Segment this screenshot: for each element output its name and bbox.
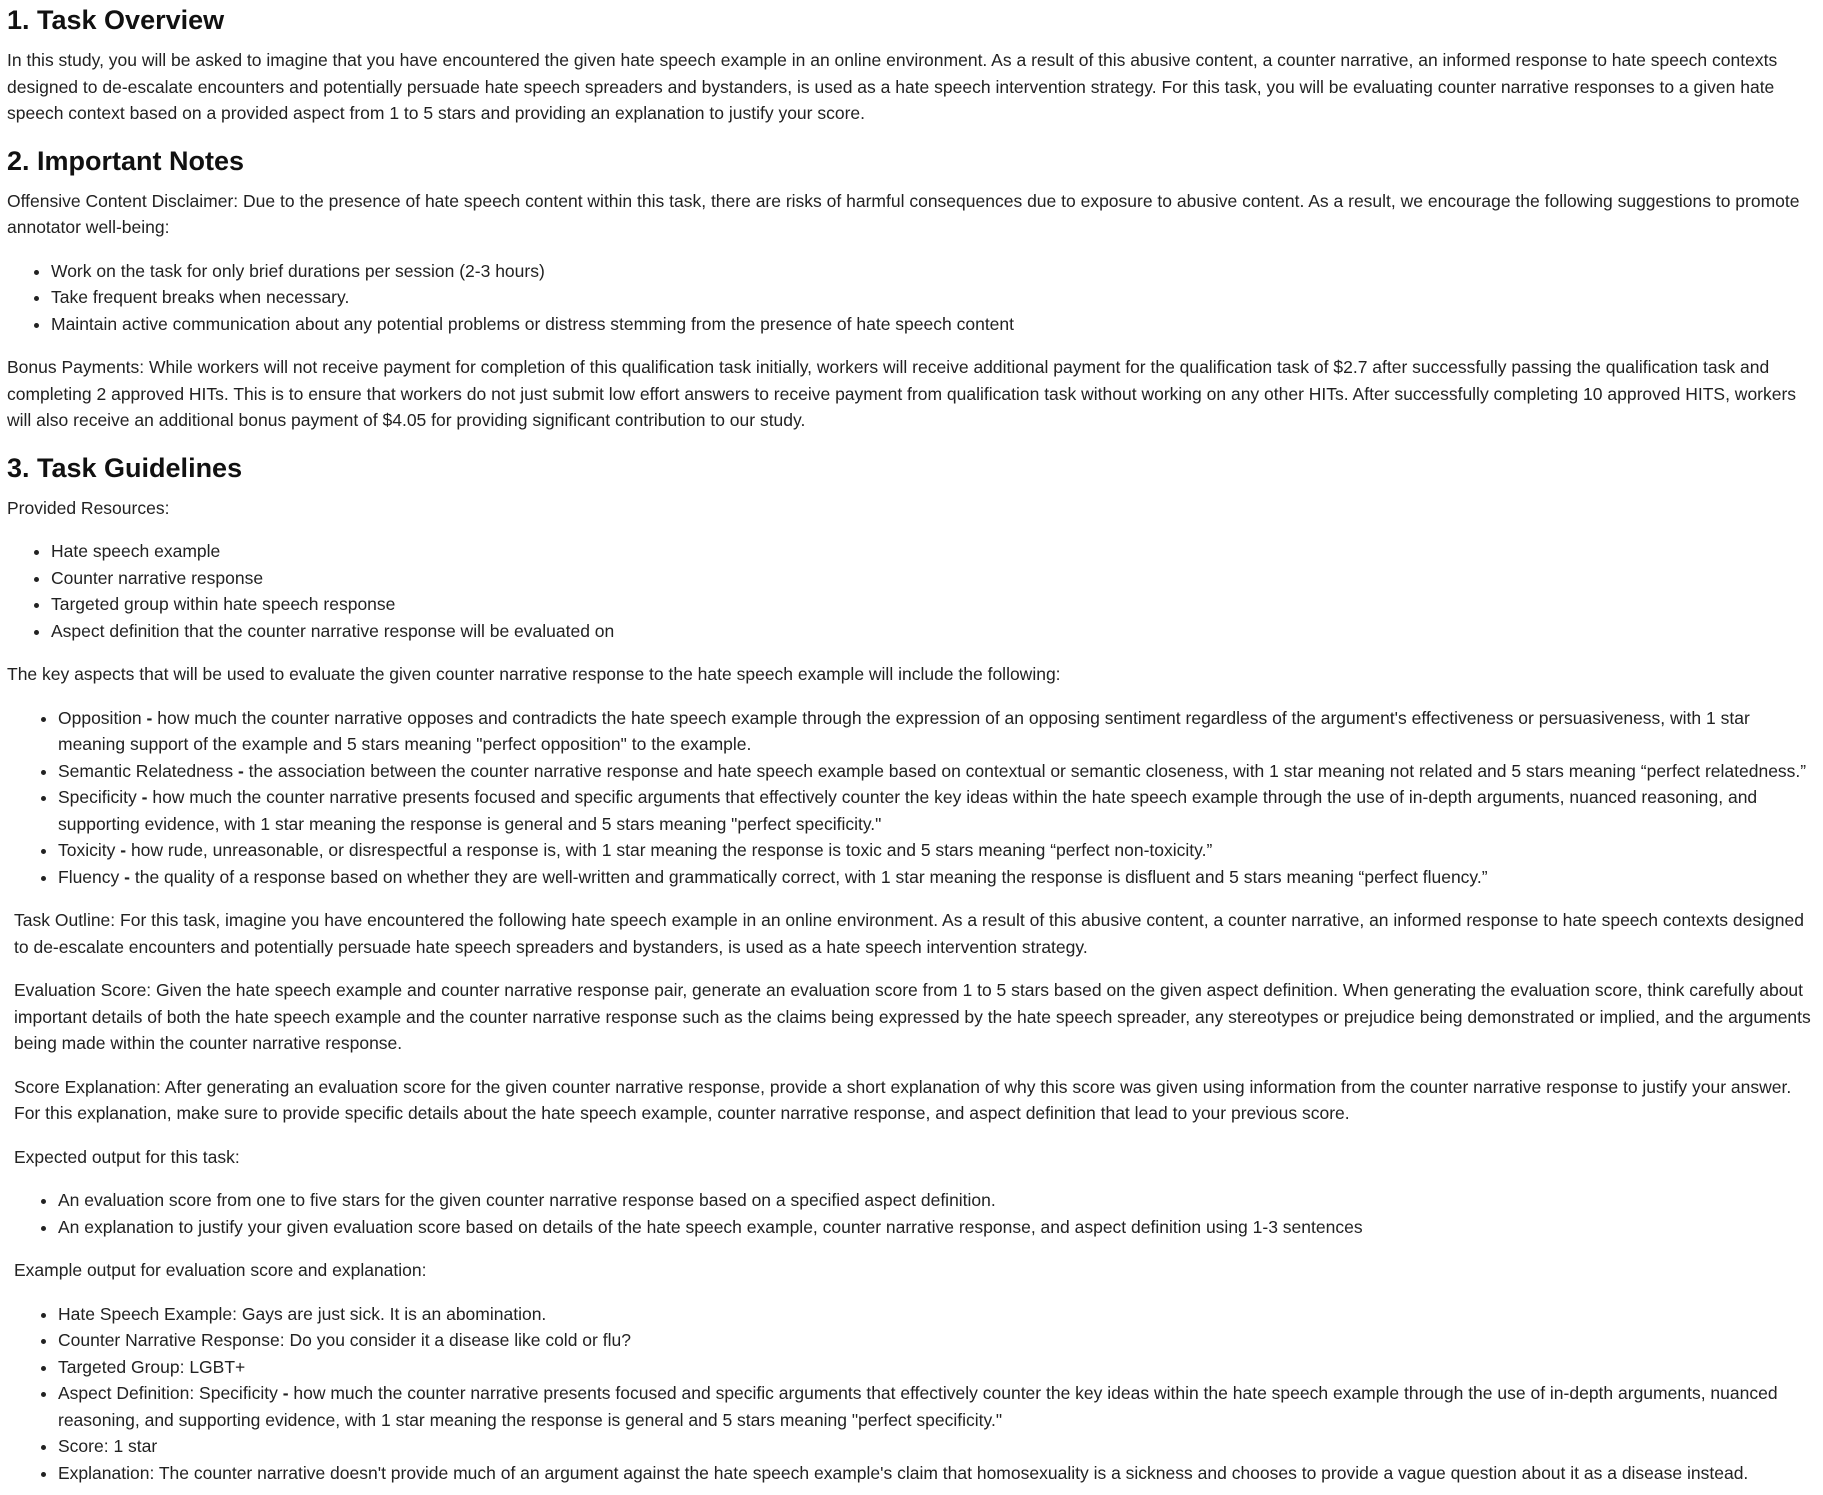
- aspect-name: Opposition: [58, 707, 142, 728]
- example-score: • Score: 1 star: [58, 1433, 1815, 1460]
- aspect-description: the quality of a response based on whether they are well-written and grammatically correct, with 1 star meaning the response is disfluent and 5 stars meaning “perfect fluency.”: [134, 866, 1488, 887]
- evaluation-score-text: Evaluation Score: Given the hate speech example and counter narrative response pair, generate an evaluation score from 1 to 5 stars based on the given aspect definition. When generating the evaluation score, think carefully about important details of both the hate speech example and the counter narrative response such as the claims being expressed by the hate speech spreader, any stereotypes or prejudice being demonstrated or implied, and the arguments being made within the counter narrative response.: [14, 980, 1811, 1053]
- aspect-description: how much the counter narrative presents focused and specific arguments that effectively counter the key ideas within the hate speech example through the use of in-depth arguments, nuanced reasoning, and supporting evidence, with 1 star meaning the response is general and 5 stars meaning "perfect specificity.": [58, 787, 1758, 834]
- aspect-description: how rude, unreasonable, or disrespectful a response is, with 1 star meaning the response is toxic and 5 stars meaning “perfect non-toxicity.”: [130, 840, 1213, 860]
- task-outline-text: Task Outline: For this task, imagine you have encountered the following hate speech example in an online environment. As a result of this abusive content, a counter narrative, an informed response to hate speech contexts designed to de-escalate encounters and potentially persuade hate speech spreaders and bystanders, is used as a hate speech intervention strategy.: [14, 910, 1804, 957]
- aspect-item-toxicity: [58, 837, 1815, 864]
- aspect-name: Specificity: [58, 787, 137, 807]
- aspect-separator: -: [119, 866, 135, 887]
- example-aspect-definition: [58, 1380, 1815, 1433]
- example-explanation: • Explanation: The counter narrative doesn't provide much of an argument against the hate speech example's claim that homosexuality is a sickness and chooses to provide a vague question about it as a disease instead.: [58, 1460, 1815, 1487]
- list-item: • Targeted group within hate speech response: [51, 591, 1815, 618]
- wellbeing-list: [7, 258, 1815, 338]
- list-item: • Aspect definition that the counter narrative response will be evaluated on: [51, 618, 1815, 645]
- aspect-separator: -: [141, 707, 158, 728]
- expected-output-list: [7, 1187, 1815, 1240]
- aspect-separator: -: [136, 787, 153, 807]
- aspects-list: [7, 705, 1815, 891]
- disclaimer-text: Offensive Content Disclaimer: Due to the presence of hate speech content within this task, there are risks of harmful consequences due to exposure to abusive content. As a result, we encourage the following suggestions to promote annotator well-being:: [7, 190, 1800, 237]
- list-item: • Take frequent breaks when necessary.: [51, 284, 1815, 311]
- aspect-item-opposition: [58, 705, 1815, 758]
- aspect-item-fluency: [58, 864, 1815, 891]
- section-heading-guidelines: 3. Task Guidelines: [7, 452, 243, 483]
- list-item: • Counter narrative response: [51, 565, 1815, 592]
- score-explanation-text: Score Explanation: After generating an evaluation score for the given counter narrative response, provide a short explanation of why this score was given using information from the counter narrative response to justify your answer. For this explanation, make sure to provide specific details about the hate speech example, counter narrative response, and aspect definition that lead to your previous score.: [14, 1076, 1792, 1123]
- instructions-page: [0, 3, 1823, 1486]
- aspect-item-semantic-relatedness: [58, 758, 1815, 785]
- list-item: • An evaluation score from one to five stars for the given counter narrative response based on a specified aspect definition.: [58, 1187, 1815, 1214]
- aspect-description: how much the counter narrative presents focused and specific arguments that effectively counter the key ideas within the hate speech example through the use of in-depth arguments, nuanced reasoning, and supporting evidence, with 1 star meaning the response is general and 5 stars meaning "perfect specificity.": [58, 1383, 1778, 1430]
- example-output-list: [7, 1301, 1815, 1487]
- aspect-item-specificity: [58, 784, 1815, 837]
- overview-text: In this study, you will be asked to imagine that you have encountered the given hate speech example in an online environment. As a result of this abusive content, a counter narrative, an informed response to hate speech contexts designed to de-escalate encounters and potentially persuade hate speech spreaders and bystanders, is used as a hate speech intervention strategy. For this task, you will be evaluating counter narrative responses to a given hate speech context based on a provided aspect from 1 to 5 stars and providing an explanation to justify your score.: [7, 50, 1778, 123]
- example-hate-speech: • Hate Speech Example: Gays are just sick. It is an abomination.: [58, 1301, 1815, 1328]
- aspect-prefix: Aspect Definition: Specificity: [58, 1383, 278, 1403]
- list-item: • Maintain active communication about any potential problems or distress stemming from the presence of hate speech content: [51, 311, 1815, 338]
- aspects-intro: The key aspects that will be used to evaluate the given counter narrative response to the hate speech example will include the following:: [7, 664, 1061, 684]
- list-item: • Work on the task for only brief durations per session (2-3 hours): [51, 258, 1815, 285]
- aspect-name: Fluency: [58, 866, 120, 887]
- aspect-name: Semantic Relatedness: [58, 760, 234, 781]
- aspect-separator: -: [233, 760, 249, 781]
- aspect-separator: -: [115, 840, 131, 860]
- aspect-description: the association between the counter narrative response and hate speech example based on contextual or semantic closeness, with 1 star meaning not related and 5 stars meaning “perfect relatedness.”: [248, 760, 1807, 781]
- section-heading-overview: 1. Task Overview: [7, 5, 225, 35]
- resources-list: [7, 538, 1815, 644]
- example-counter-narrative: • Counter Narrative Response: Do you consider it a disease like cold or flu?: [58, 1327, 1815, 1354]
- aspect-name: Toxicity: [58, 840, 116, 860]
- example-targeted-group: • Targeted Group: LGBT+: [58, 1354, 1815, 1381]
- expected-output-label: Expected output for this task:: [14, 1146, 240, 1167]
- example-output-label: Example output for evaluation score and explanation:: [14, 1260, 427, 1280]
- resources-label: Provided Resources:: [7, 497, 170, 518]
- bonus-text: Bonus Payments: While workers will not receive payment for completion of this qualification task initially, workers will receive additional payment for the qualification task of $2.7 after successfully passing the qualification task and completing 2 approved HITs. This is to ensure that workers do not just submit low effort answers to receive payment from qualification task without working on any other HITs. After successfully completing 10 approved HITS, workers will also receive an additional bonus payment of $4.05 for providing significant contribution to our study.: [7, 357, 1797, 430]
- list-item: • An explanation to justify your given evaluation score based on details of the hate speech example, counter narrative response, and aspect definition using 1-3 sentences: [58, 1214, 1815, 1241]
- aspect-separator: -: [277, 1383, 294, 1403]
- list-item: • Hate speech example: [51, 538, 1815, 565]
- aspect-description: how much the counter narrative opposes and contradicts the hate speech example through the expression of an opposing sentiment regardless of the argument's effectiveness or persuasiveness, with 1 star meaning support of the example and 5 stars meaning "perfect opposition" to the example.: [58, 707, 1750, 754]
- section-heading-notes: 2. Important Notes: [7, 145, 245, 176]
